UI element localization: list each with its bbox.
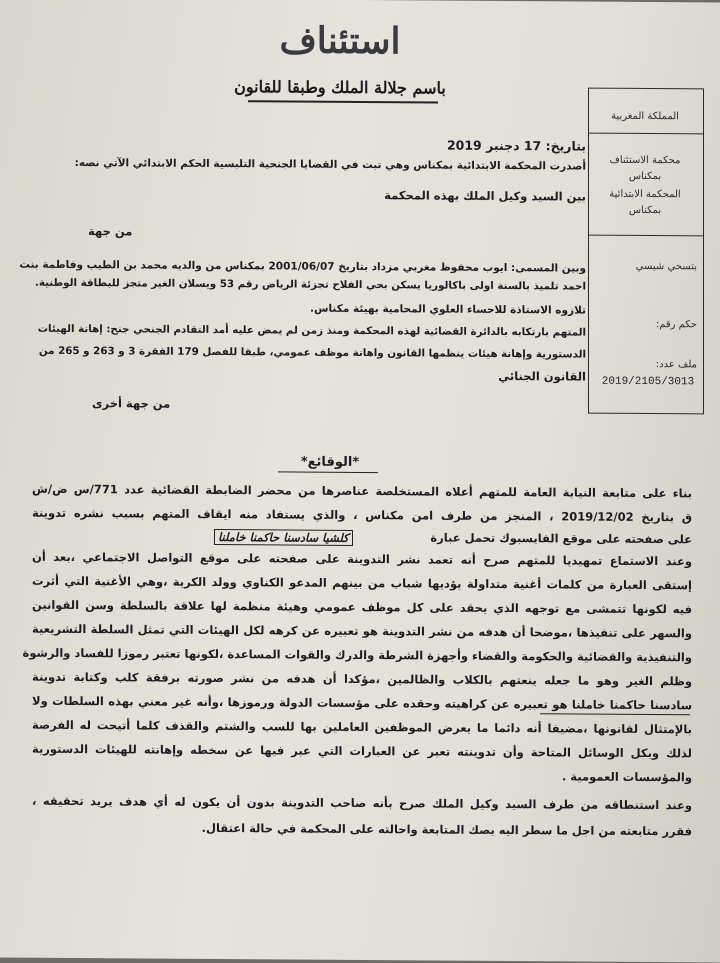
accused-line-2: احمد تلميذ بالسنة اولى باكالوريا يسكن بحي الفلاح تجزئة الرياض رقم 53 ويسلان الغير متجز للبطاقة الوطنية. — [34, 276, 586, 293]
prosecutor-party: بين السيد وكيل الملك بهذه المحكمة — [384, 188, 586, 204]
party-side-label: من جهة — [88, 224, 133, 239]
facts-line: وعند الاستماع تمهيديا للمتهم صرح أنه تعمد نشر التدوينة على صفحته على موقع التواصل الاجتماعي ،بعد أن — [32, 549, 692, 569]
accused-line-1: وبين المسمى: ايوب محفوظ مغربي مزداد بتاريخ 2001/06/07 بمكناس من والديه محمد بن الطيب وفاطمة بنت — [19, 258, 586, 275]
facts-line: على صفحته على موقع الفايسبوك تحمل عبارة — [430, 530, 692, 547]
handwritten-underline — [540, 713, 690, 715]
subtitle-underline — [248, 100, 438, 103]
court-info-box — [588, 88, 704, 415]
court-name-line2: بمكناس — [628, 170, 662, 183]
facts-line: فيه لكونها تتمشى مع توجهه الذي يحقد على كل موظف عمومي وهيئة منظمة لها علاقة بالسلطة وسن القوانين — [32, 597, 692, 617]
accused-line-5: الدستورية وإهانة هيئات ينظمها القانون واهانة موظف عمومي، طبقا للفصل 179 الفقرة 3 و 263 و 265 من — [38, 344, 586, 361]
box-divider — [589, 133, 703, 135]
quoted-phrase — [214, 529, 353, 546]
kingdom-label: المملكة المغربية — [611, 110, 679, 123]
box-divider — [589, 235, 703, 237]
accused-line-3: تلازوه الاستاذة للاحساء العلوي المحامية بهيئة مكناس. — [310, 302, 586, 317]
facts-line: فقرر متابعته من اجل ما سطر اليه بصك المتابعة واحالته على المحكمة في حالة اعتقال. — [201, 820, 692, 839]
accused-line-4: المتهم بارتكابه بالدائرة القضائية لهذه المحكمة ومنذ زمن لم يمض عليه أمد التقادم الجنحي جنح: إهانة الهيئات — [37, 322, 586, 339]
accused-line-6: القانون الجنائي — [498, 368, 586, 384]
facts-line: إستقى العبارة من كلمات أغنية متداولة يؤديها شباب من بينهم المدعو الكناوي وولد الكرية ،وهي الأغنية التي أثرت — [32, 573, 692, 593]
document-subtitle: باسم جلالة الملك وطبقا للقانون — [234, 77, 446, 98]
document-title: استئناف — [279, 19, 401, 63]
facts-line: لذلك وبكل الوسائل المتاحة وأن تدوينته تعبر عن العبارات التي عبر فيها عن سخطه وإهانته للهيئات الدستورية — [32, 741, 692, 761]
facts-line: وعند استنطاقه من طرف السيد وكيل الملك صرح بأنه صاحب التدوينة بدون أن يكون له أي هدف يريد تحقيقه ، — [32, 793, 692, 813]
court-name-line3: المحكمة الابتدائية — [609, 188, 681, 201]
court-statement: أصدرت المحكمة الابتدائية بمكناس وهي تبت في القضايا الجنحية التلبسية الحكم الابتدائي الآتي نصه: — [74, 157, 586, 173]
facts-heading: *الوقائع* — [300, 454, 360, 470]
court-name-line4: بمكناس — [628, 204, 662, 217]
facts-line: والمؤسسات العمومية . — [561, 769, 692, 785]
facts-line: بناء على متابعة النيابة العامة للمتهم أعلاه المستخلصة عناصرها من محضر الضابطة القضائية عدد 771/س ض/ش — [32, 481, 692, 501]
judgment-date: بتاريخ: 17 دجنبر 2019 — [446, 137, 586, 154]
facts-line: ق بتاريخ 2019/12/02 ، المنجز من طرف امن مكناس ، والذي يستفاد منه ايقاف المتهم بسبب نشره تدوينة — [32, 505, 692, 525]
facts-underline — [278, 471, 378, 473]
facts-line: سادسنا حاكمنا خاملنا هو تعبيره عن كراهيته وحقده على مؤسسات الدولة ورموزها ،وأنه غير معني بهذه السلطات ولا — [32, 693, 692, 713]
quoted-phrase-box: كلشيا سادسنا حاكمنا خاملنا — [214, 529, 353, 546]
facts-line: وظلم الغير وهو ما جعله ينعتهم بالكلاب والظالمين ،مؤكدا أن هدفه من نشر صورته برفقة كلب وكتابة تدوينة — [32, 669, 692, 689]
file-number-label: ملف عدد: — [655, 359, 697, 371]
case-type-label: بتسحي شيسي — [635, 260, 697, 273]
facts-line: والسهر على تنفيذها ،موضحا أن هدفه من نشر التدوينة هو تعبيره عن كرهه لكل الهيئات التي تمثل السلطة التشريعية — [32, 621, 692, 641]
facts-line: بالإمتثال لقانونها ،مضيفا أنه دائما ما يعرض الموظفين العاملين بها للسب والشتم والقذف كلما أتيحت له الفرصة — [32, 717, 692, 737]
judgment-number-label: حكم رقم: — [655, 319, 697, 331]
party-side-label: من جهة أخرى — [92, 396, 171, 411]
court-name-line1: محكمة الاستئناف — [609, 154, 681, 167]
file-number-value: 2019/2105/3013 — [601, 375, 695, 389]
facts-line: والتنفيذية والقضائية والحكومة والقضاء وأجهزة الشرطة والدرك والقوات المساعدة ،لكونها تعتبر رموزا للفساد والرشوة — [22, 645, 692, 665]
